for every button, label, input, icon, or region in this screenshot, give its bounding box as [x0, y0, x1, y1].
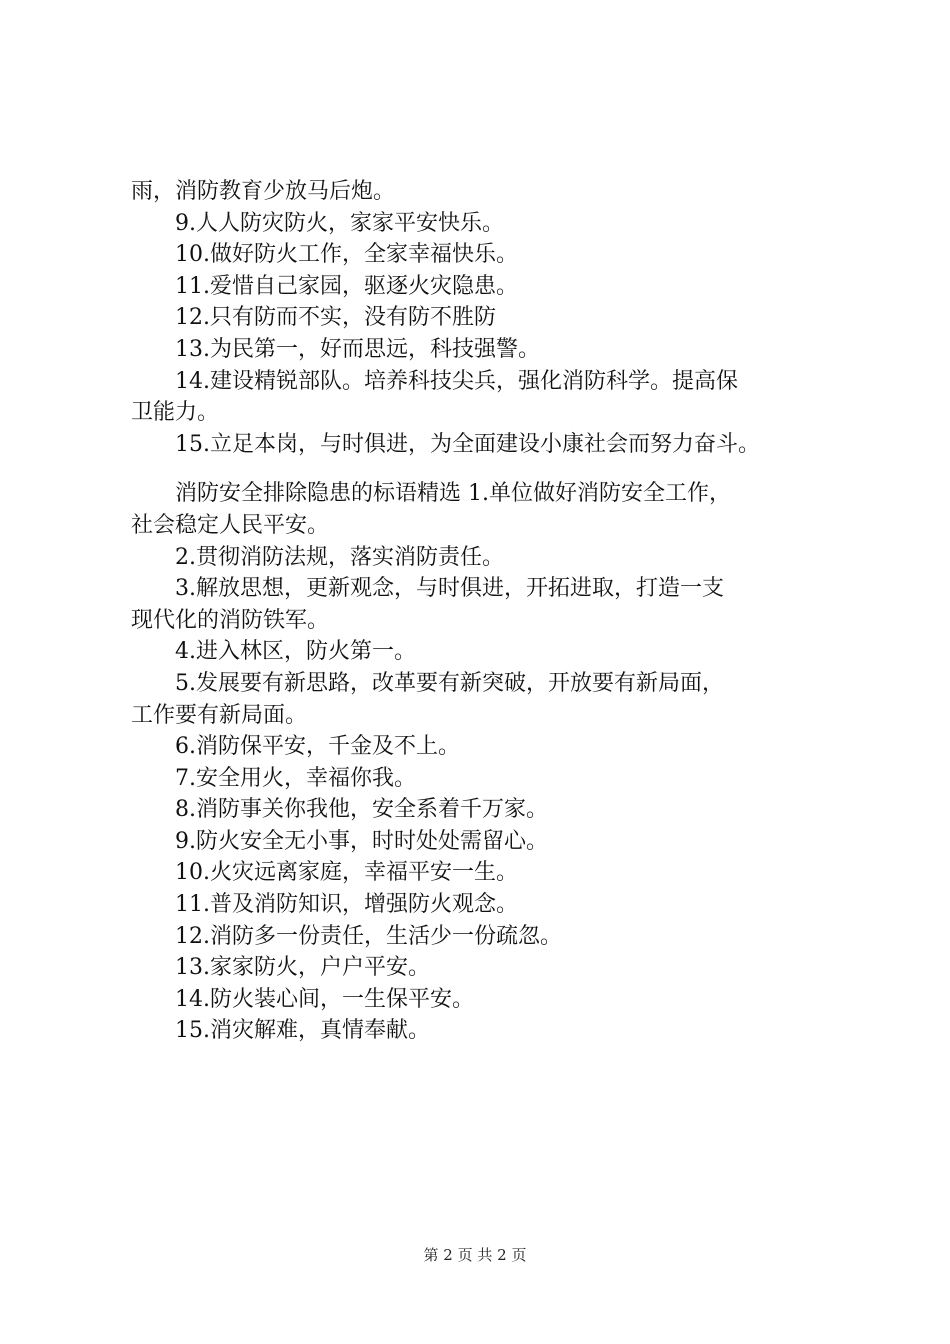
slogan-item: 12.消防多一份责任，生活少一份疏忽。	[175, 923, 562, 949]
text-line: 雨，消防教育少放马后炮。	[131, 179, 396, 204]
slogan-item: 14.建设精锐部队。培养科技尖兵，强化消防科学。提高保	[175, 368, 738, 394]
slogan-item: 11.普及消防知识，增强防火观念。	[175, 892, 518, 918]
page-number-label: 第 2 页 共 2 页	[423, 1246, 527, 1264]
slogan-item: 5.发展要有新思路，改革要有新突破，开放要有新局面，	[175, 670, 724, 696]
slogan-item: 2.贯彻消防法规，落实消防责任。	[175, 544, 504, 570]
slogan-item: 6.消防保平安，千金及不上。	[175, 734, 460, 760]
slogan-item: 13.为民第一，好而思远，科技强警。	[175, 336, 540, 362]
slogan-item: 10.做好防火工作，全家幸福快乐。	[175, 242, 518, 268]
slogan-item: 14.防火装心间，一生保平安。	[175, 986, 474, 1012]
slogan-item-continuation: 现代化的消防铁军。	[131, 607, 330, 633]
section-heading: 消防安全排除隐患的标语精选 1.单位做好消防安全工作，	[175, 481, 731, 507]
slogan-item-continuation: 卫能力。	[131, 400, 220, 426]
slogan-item: 3.解放思想，更新观念，与时俱进，开拓进取，打造一支	[175, 576, 724, 602]
slogan-item: 7.安全用火，幸福你我。	[175, 765, 416, 791]
slogan-item: 10.火灾远离家庭，幸福平安一生。	[175, 860, 518, 886]
slogan-item-continuation: 工作要有新局面。	[131, 702, 308, 728]
slogan-item: 9.人人防灾防火，家家平安快乐。	[175, 210, 504, 236]
slogan-item: 4.进入林区，防火第一。	[175, 639, 416, 665]
slogan-item: 11.爱惜自己家园，驱逐火灾隐患。	[175, 273, 518, 299]
slogan-item: 12.只有防而不实，没有防不胜防	[175, 305, 496, 331]
document-body	[131, 176, 851, 1047]
slogan-item: 13.家家防火，户户平安。	[175, 955, 430, 981]
slogan-item-continuation: 社会稳定人民平安。	[131, 512, 330, 538]
slogan-item: 9.防火安全无小事，时时处处需留心。	[175, 828, 548, 854]
slogan-item: 15.立足本岗，与时俱进，为全面建设小康社会而努力奋斗。	[175, 431, 760, 457]
slogan-item: 8.消防事关你我他，安全系着千万家。	[175, 797, 548, 823]
slogan-item: 15.消灾解难，真情奉献。	[175, 1018, 430, 1044]
page-footer	[0, 1244, 950, 1265]
paragraph-gap	[131, 460, 851, 478]
